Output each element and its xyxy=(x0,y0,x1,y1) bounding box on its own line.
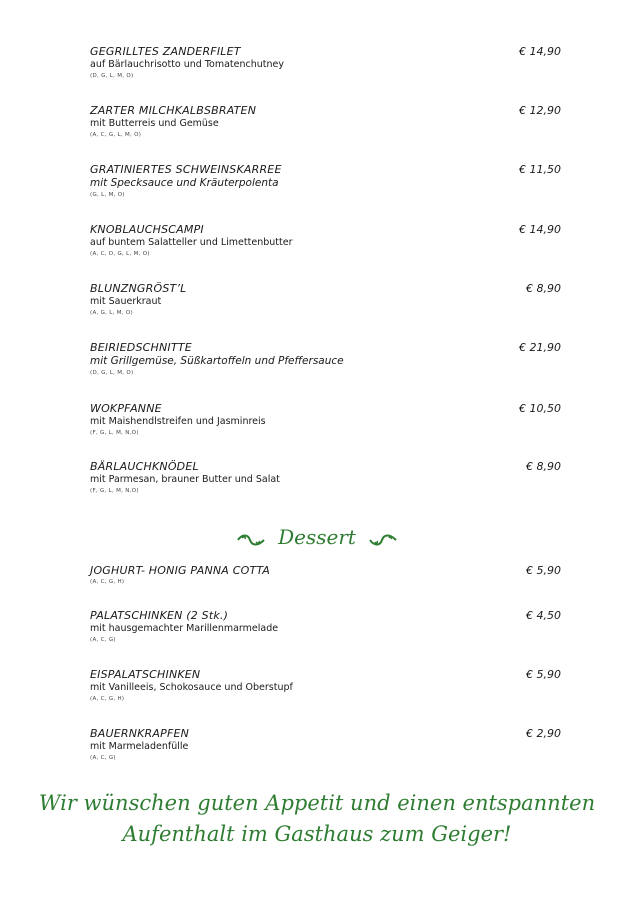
dish-price: € 14,90 xyxy=(519,45,561,58)
dish-allergens: (F, G, L, M, N,O) xyxy=(90,488,139,494)
dish-name: JOGHURT- HONIG PANNA COTTA xyxy=(90,564,271,577)
dish-price: € 8,90 xyxy=(526,460,561,473)
dish-allergens: (A, C, D, G, L, M, O) xyxy=(90,251,150,257)
menu-item-knoblauchscampi xyxy=(90,223,561,258)
menu-item-milchkalbsbraten xyxy=(90,104,561,139)
dish-name: ZARTER MILCHKALBSBRATEN xyxy=(90,104,257,117)
dish-price: € 14,90 xyxy=(519,223,561,236)
dish-allergens: (A, C, G) xyxy=(90,637,116,643)
dish-description: mit Grillgemüse, Süßkartoffeln und Pfeffersauce xyxy=(90,355,344,367)
dish-price: € 8,90 xyxy=(526,282,561,295)
dish-price: € 10,50 xyxy=(519,402,561,415)
dish-price: € 21,90 xyxy=(519,341,561,354)
dish-allergens: (A, C, G, H) xyxy=(90,696,125,702)
dish-description: mit Maishendlstreifen und Jasminreis xyxy=(90,416,266,427)
dish-allergens: (D, G, L, M, O) xyxy=(90,73,134,79)
closing-line-2: Aufenthalt im Gasthaus zum Geiger! xyxy=(122,822,512,846)
dish-description: mit hausgemachter Marillenmarmelade xyxy=(90,623,279,634)
dish-description: mit Vanilleeis, Schokosauce und Oberstupf xyxy=(90,682,293,693)
ornament-swirl-icon xyxy=(368,526,398,552)
dish-price: € 5,90 xyxy=(526,668,561,681)
dish-description: mit Specksauce und Kräuterpolenta xyxy=(90,177,279,189)
dish-name: PALATSCHINKEN (2 Stk.) xyxy=(90,609,229,622)
dish-name: BÄRLAUCHKNÖDEL xyxy=(90,460,199,473)
dish-name: GRATINIERTES SCHWEINSKARREE xyxy=(90,163,282,176)
ornament-swirl-icon xyxy=(236,526,266,552)
menu-item-bauernkrapfen xyxy=(90,727,561,762)
menu-item-blunzngroestl xyxy=(90,282,561,317)
menu-item-beiriedschnitte xyxy=(90,341,561,377)
dish-description: auf Bärlauchrisotto und Tomatenchutney xyxy=(90,59,285,70)
menu-item-palatschinken xyxy=(90,609,561,644)
dish-allergens: (A, C, G, H) xyxy=(90,579,125,585)
dish-description: mit Butterreis und Gemüse xyxy=(90,118,219,129)
menu-item-zanderfilet xyxy=(90,45,561,80)
dish-name: EISPALATSCHINKEN xyxy=(90,668,201,681)
dish-allergens: (A, G, L, M, O) xyxy=(90,310,133,316)
dish-allergens: (A, C, G, L, M, O) xyxy=(90,132,142,138)
dish-price: € 4,50 xyxy=(526,609,561,622)
menu-item-eispalatschinken xyxy=(90,668,561,703)
dish-price: € 5,90 xyxy=(526,564,561,577)
dish-allergens: (D, G, L, M, O) xyxy=(90,370,134,376)
menu-item-wokpfanne xyxy=(90,402,561,437)
dessert-heading xyxy=(0,524,634,552)
closing-message xyxy=(0,788,634,850)
dish-price: € 11,50 xyxy=(519,163,561,176)
dish-price: € 2,90 xyxy=(526,727,561,740)
dish-allergens: (G, L, M, O) xyxy=(90,192,125,198)
dish-price: € 12,90 xyxy=(519,104,561,117)
dish-description: mit Marmeladenfülle xyxy=(90,741,189,752)
dish-name: BLUNZNGRÖST’L xyxy=(90,282,187,295)
dish-allergens: (A, C, G) xyxy=(90,755,116,761)
dish-description: auf buntem Salatteller und Limettenbutter xyxy=(90,237,293,248)
dish-description: mit Sauerkraut xyxy=(90,296,162,307)
dish-description: mit Parmesan, brauner Butter und Salat xyxy=(90,474,280,485)
menu-item-panna-cotta xyxy=(90,564,561,586)
dish-name: GEGRILLTES ZANDERFILET xyxy=(90,45,241,58)
menu-item-schweinskarree xyxy=(90,163,561,199)
dish-name: KNOBLAUCHSCAMPI xyxy=(90,223,204,236)
dessert-title: Dessert xyxy=(278,525,356,549)
dish-allergens: (F, G, L, M, N,O) xyxy=(90,430,139,436)
menu-item-baerlauchknoedel xyxy=(90,460,561,495)
dish-name: BAUERNKRAPFEN xyxy=(90,727,190,740)
dish-name: BEIRIEDSCHNITTE xyxy=(90,341,192,354)
dish-name: WOKPFANNE xyxy=(90,402,162,415)
closing-line-1: Wir wünschen guten Appetit und einen entspannten xyxy=(38,791,596,815)
